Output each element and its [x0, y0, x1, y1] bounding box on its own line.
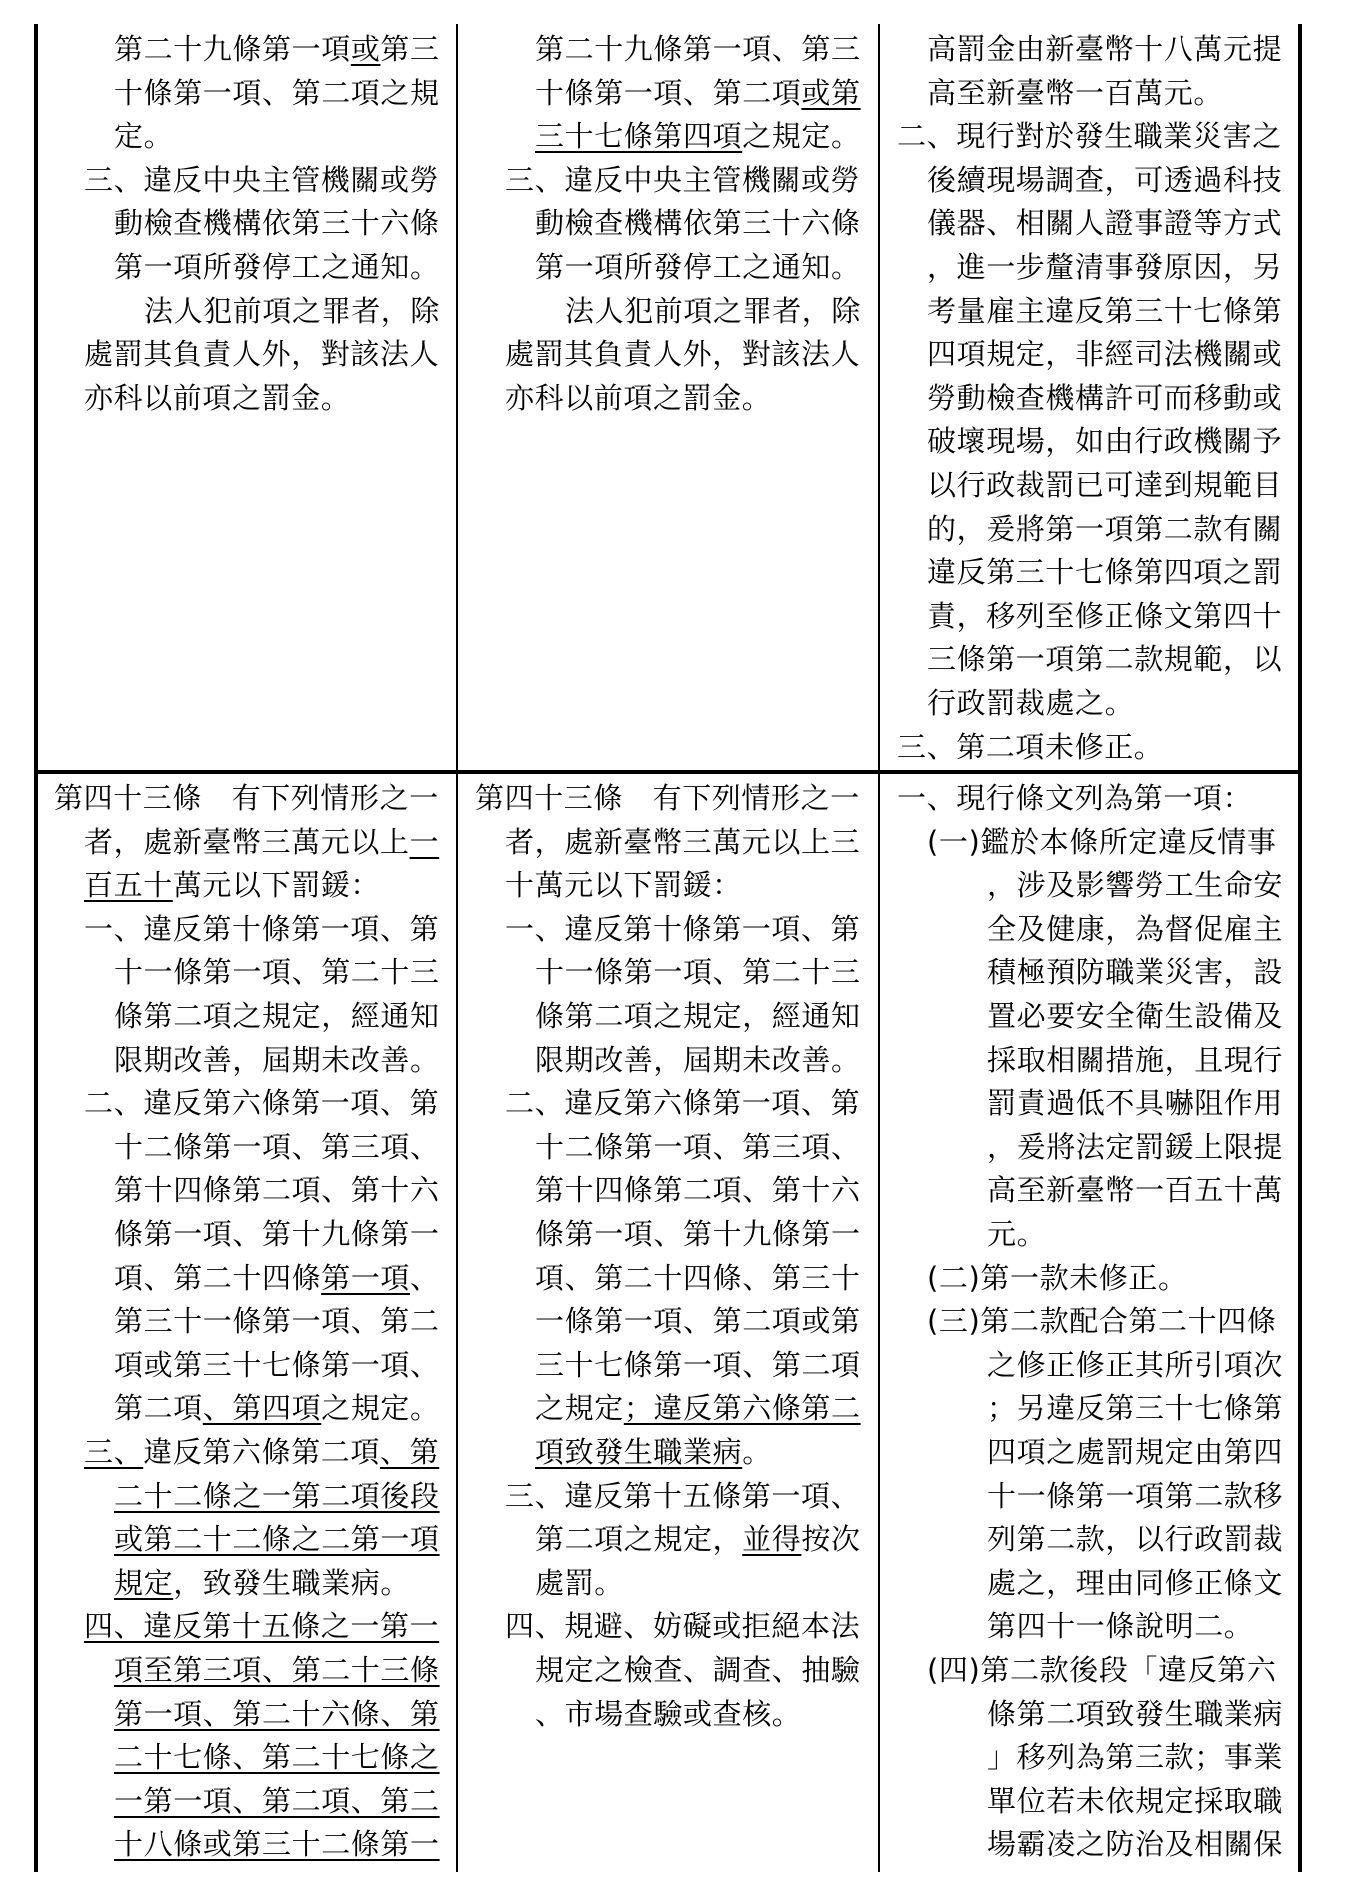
text-segment: 按次	[801, 1522, 861, 1557]
text-line	[457, 1693, 801, 1737]
text-line	[879, 290, 1282, 334]
text-segment: (四)第二款後段「違反第六	[927, 1653, 1277, 1687]
text-line	[36, 951, 440, 995]
text-segment: 處罰其負責人外，對該法人	[505, 337, 861, 372]
text-line	[879, 821, 1276, 865]
text-line	[457, 821, 860, 865]
text-line	[879, 1605, 1253, 1649]
text-segment: 動檢查機構依第三十六條	[535, 206, 861, 241]
text-line	[457, 1213, 861, 1257]
text-line	[36, 908, 439, 952]
text-segment: (一)鑑於本條所定違反情事	[927, 824, 1277, 859]
text-line	[36, 1213, 440, 1257]
amended-underlined-text: 四、違反第十五條之一第一	[84, 1609, 440, 1644]
text-line	[879, 333, 1282, 377]
text-line	[36, 1693, 440, 1737]
text-segment: 列第二款，以行政罰裁	[987, 1522, 1284, 1557]
text-segment: 第三十一條第一項、第二	[114, 1304, 440, 1339]
text-segment: 一、違反第十條第一項、第	[84, 911, 440, 946]
text-line	[457, 28, 861, 72]
text-line	[879, 1039, 1283, 1083]
text-segment: 三、違反第十五條第一項、	[505, 1478, 861, 1513]
text-line	[879, 1387, 1283, 1431]
amended-underlined-text: 三十七條第四項	[535, 119, 743, 154]
text-segment: 場霸凌之防治及相關保	[987, 1827, 1284, 1862]
text-segment: 考量雇主違反第三十七條第	[927, 293, 1283, 328]
text-line	[879, 1169, 1283, 1213]
text-segment: 條第二項之規定，經通知	[535, 999, 861, 1033]
amended-underlined-text: 第一項	[321, 1260, 411, 1295]
text-segment: (三)第二款配合第二十四條	[927, 1304, 1277, 1339]
text-segment: 全及健康，為督促雇主	[987, 911, 1284, 946]
text-segment: 以行政裁罰已可達到規範目	[927, 468, 1283, 502]
text-segment: 第十四條第二項、第十六	[535, 1173, 861, 1208]
text-segment: 」移列為第三款；事業	[987, 1740, 1284, 1775]
text-segment: 亦科以前項之罰金。	[505, 380, 772, 415]
text-segment: 條第一項、第十九條第一	[535, 1217, 861, 1251]
text-line	[36, 1518, 440, 1562]
text-line	[36, 777, 439, 821]
text-segment: 單位若未依規定採取職	[987, 1783, 1284, 1818]
text-segment: (二)第一款未修正。	[927, 1260, 1188, 1295]
amended-underlined-text: 並得	[742, 1522, 802, 1557]
amended-underlined-text: 三、	[84, 1435, 144, 1469]
text-line	[879, 1431, 1283, 1475]
row-divider	[34, 770, 1302, 774]
text-segment: 第二十九條第一項	[114, 32, 351, 66]
text-segment: 定。	[114, 119, 174, 154]
text-line	[457, 1387, 861, 1431]
text-segment: 處罰其負責人外，對該法人	[84, 337, 440, 372]
text-segment: 項、第二十四條、第三十	[535, 1260, 861, 1295]
text-line	[36, 995, 440, 1039]
text-segment: 責，移列至修正條文第四十	[927, 598, 1283, 633]
text-line	[457, 1605, 860, 1649]
text-line	[36, 1257, 440, 1301]
text-line	[457, 864, 742, 908]
text-segment: 者，處新臺幣三萬元以上三	[505, 824, 861, 859]
text-line	[36, 1431, 439, 1475]
text-line	[879, 508, 1282, 552]
text-segment: 三十七條第一項、第二項	[535, 1347, 861, 1382]
text-segment: 第一項所發停工之通知。	[535, 250, 861, 284]
text-segment: 處罰。	[535, 1565, 624, 1600]
text-segment: 之規定。	[742, 119, 861, 154]
amended-underlined-text: 或	[350, 32, 381, 66]
text-line	[36, 1300, 440, 1344]
text-segment: ，致發生職業病。	[173, 1565, 411, 1600]
text-line	[36, 202, 440, 246]
text-segment: 三、違反中央主管機關或勞	[505, 162, 861, 197]
text-segment: 條第二項致發生職業病	[987, 1696, 1284, 1731]
text-line	[36, 1780, 440, 1824]
text-segment: 行政罰裁處之。	[927, 686, 1135, 720]
amended-underlined-text: 百五十	[84, 868, 173, 903]
text-line	[457, 1082, 860, 1126]
text-segment: 四、規避、妨礙或拒絕本法	[505, 1609, 861, 1644]
text-line	[879, 1518, 1283, 1562]
text-segment: 規定之檢查、調查、抽驗	[535, 1653, 861, 1687]
text-line	[457, 1169, 861, 1213]
text-line	[879, 1649, 1276, 1693]
text-line	[36, 246, 440, 290]
amended-underlined-text: 第一項、第二十六條、第	[114, 1696, 440, 1731]
text-line	[36, 1562, 410, 1606]
text-line	[879, 1300, 1276, 1344]
text-segment: ，涉及影響勞工生命安	[987, 868, 1284, 903]
text-segment: 之規定。	[321, 1391, 440, 1426]
text-segment: ；另違反第三十七條第	[987, 1391, 1284, 1426]
text-segment: 破壞現場，如由行政機關予	[927, 424, 1283, 459]
text-segment: 十二條第一項、第三項、	[114, 1129, 440, 1164]
text-line	[36, 1387, 440, 1431]
text-line	[879, 1475, 1283, 1519]
text-line	[879, 595, 1282, 639]
amended-underlined-text: 一第一項、第二項、第二	[114, 1783, 440, 1818]
text-segment: 條第一項、第十九條第一	[114, 1217, 440, 1251]
text-segment: 元。	[987, 1217, 1047, 1251]
text-line	[879, 1344, 1283, 1388]
text-line	[879, 464, 1282, 508]
text-segment: 儀器、相關人證事證等方式	[927, 206, 1283, 241]
text-line	[36, 864, 380, 908]
text-line	[879, 246, 1282, 290]
text-segment: 十一條第一項第二款移	[987, 1478, 1284, 1513]
text-segment: 法人犯前項之罪者，除	[565, 293, 862, 328]
amended-underlined-text: 、第四項	[202, 1391, 322, 1426]
text-line	[457, 777, 860, 821]
text-line	[457, 1126, 861, 1170]
text-segment: 十萬元以下罰鍰：	[505, 868, 742, 903]
text-line	[879, 951, 1283, 995]
text-segment: 十條第一項、第二項	[535, 75, 802, 110]
text-line	[36, 290, 440, 334]
text-segment: 、市場查驗或查核。	[535, 1696, 802, 1731]
text-segment: 項或第三十七條第一項、	[114, 1347, 440, 1382]
text-line	[36, 1736, 440, 1780]
text-segment: 違反第六條第二項	[143, 1435, 381, 1469]
text-line	[879, 908, 1283, 952]
text-line	[879, 1257, 1188, 1301]
text-segment: 十二條第一項、第三項、	[535, 1129, 861, 1164]
text-line	[879, 995, 1283, 1039]
text-line	[36, 115, 173, 159]
text-line	[36, 1082, 439, 1126]
text-segment: 第四十三條 有下列情形之一	[475, 781, 860, 815]
text-line	[879, 1126, 1283, 1170]
text-line	[36, 1344, 440, 1388]
text-segment: 動檢查機構依第三十六條	[114, 206, 440, 241]
text-line	[879, 28, 1282, 72]
text-line	[36, 1126, 440, 1170]
text-line	[457, 1518, 861, 1562]
text-line	[879, 682, 1134, 726]
amended-underlined-text: 項致發生職業病	[535, 1435, 743, 1469]
text-segment: 三、違反中央主管機關或勞	[84, 162, 440, 197]
text-line	[36, 1475, 440, 1519]
text-line	[879, 1780, 1283, 1824]
text-segment: 三條第一項第二款規範，以	[927, 642, 1283, 677]
amended-underlined-text: 或第	[801, 75, 861, 110]
text-line	[879, 638, 1282, 682]
text-segment: 違反第三十七條第四項之罰	[927, 555, 1283, 590]
text-line	[879, 420, 1282, 464]
amended-underlined-text: 規定	[114, 1565, 174, 1600]
text-segment: 三、第二項未修正。	[897, 729, 1164, 764]
text-line	[879, 1213, 1046, 1257]
text-segment: 置必要安全衛生設備及	[987, 999, 1284, 1033]
text-segment: 十一條第一項、第二十三	[114, 955, 440, 990]
amended-underlined-text: 項至第三項、第二十三條	[114, 1653, 440, 1687]
text-segment: 第三	[380, 32, 440, 66]
text-line	[457, 333, 860, 377]
text-line	[457, 908, 860, 952]
text-segment: ，進一步釐清事發原因，另	[927, 250, 1283, 284]
text-line	[457, 1039, 861, 1083]
text-line	[879, 1823, 1283, 1867]
text-segment: 限期改善，屆期未改善。	[114, 1042, 440, 1077]
text-line	[457, 1257, 861, 1301]
text-line	[36, 72, 440, 116]
amended-underlined-text: ；違反第六條第二	[623, 1391, 861, 1426]
text-segment: 項、第二十四條	[114, 1260, 322, 1295]
text-segment: 第二項之規定，	[535, 1522, 743, 1557]
text-line	[879, 115, 1282, 159]
text-line	[457, 377, 771, 421]
text-segment: 之修正修正其所引項次	[987, 1347, 1284, 1382]
text-line	[457, 1300, 861, 1344]
table-border-right	[1298, 24, 1302, 1872]
text-line	[36, 1169, 440, 1213]
text-line	[457, 1475, 860, 1519]
text-segment: 條第二項之規定，經通知	[114, 999, 440, 1033]
text-segment: 第十四條第二項、第十六	[114, 1173, 440, 1208]
text-segment: 限期改善，屆期未改善。	[535, 1042, 861, 1077]
text-segment: 的，爰將第一項第二款有關	[927, 511, 1283, 546]
text-segment: 採取相關措施，且現行	[987, 1042, 1284, 1077]
text-line	[36, 1823, 440, 1867]
text-line	[36, 821, 439, 865]
text-segment: 之規定	[535, 1391, 624, 1426]
text-line	[36, 377, 350, 421]
text-segment: 一、違反第十條第一項、第	[505, 911, 861, 946]
text-line	[36, 1605, 439, 1649]
text-segment: 萬元以下罰鍰：	[172, 868, 381, 903]
text-segment: 第四十一條說明二。	[987, 1609, 1254, 1644]
text-line	[879, 1562, 1283, 1606]
text-line	[879, 777, 1252, 821]
amended-underlined-text: 、第	[380, 1435, 440, 1469]
amended-underlined-text: 十八條或第三十二條第一	[114, 1827, 440, 1862]
text-segment: 二、違反第六條第一項、第	[84, 1086, 440, 1121]
amended-underlined-text: 或第二十二條之二第一項	[114, 1522, 440, 1557]
text-line	[36, 1039, 440, 1083]
text-line	[457, 159, 860, 203]
text-segment: 二、現行對於發生職業災害之	[897, 119, 1282, 154]
text-line	[457, 72, 861, 116]
text-segment: 十條第一項、第二項之規	[114, 75, 440, 110]
text-line	[879, 202, 1282, 246]
text-segment: 第二十九條第一項、第三	[535, 32, 861, 66]
text-segment: 第四十三條 有下列情形之一	[54, 781, 439, 815]
text-line	[879, 864, 1283, 908]
text-segment: 勞動檢查機構許可而移動或	[927, 380, 1283, 415]
text-line	[457, 1649, 861, 1693]
text-segment: 四項之處罰規定由第四	[987, 1435, 1284, 1469]
text-line	[457, 951, 861, 995]
text-line	[879, 159, 1282, 203]
text-line	[879, 377, 1282, 421]
text-segment: 後續現場調查，可透過科技	[927, 162, 1283, 197]
text-line	[879, 1736, 1283, 1780]
text-line	[457, 1431, 772, 1475]
text-line	[457, 115, 861, 159]
text-segment: 處之，理由同修正條文	[987, 1565, 1284, 1600]
text-line	[457, 995, 861, 1039]
text-segment: 。	[742, 1435, 772, 1469]
text-segment: 高罰金由新臺幣十八萬元提	[927, 32, 1283, 66]
text-line	[879, 551, 1282, 595]
text-line	[36, 28, 440, 72]
text-line	[36, 159, 439, 203]
text-segment: 第一項所發停工之通知。	[114, 250, 440, 284]
text-segment: 十一條第一項、第二十三	[535, 955, 861, 990]
text-segment: 高至新臺幣一百萬元。	[927, 75, 1224, 110]
text-segment: ，爰將法定罰鍰上限提	[987, 1129, 1284, 1164]
text-segment: 高至新臺幣一百五十萬	[987, 1173, 1284, 1208]
text-segment: 一、現行條文列為第一項：	[897, 781, 1253, 815]
text-line	[457, 290, 861, 334]
text-segment: 法人犯前項之罪者，除	[144, 293, 441, 328]
text-line	[879, 1693, 1283, 1737]
text-segment: 一條第一項、第二項或第	[535, 1304, 861, 1339]
text-line	[879, 1082, 1283, 1126]
text-line	[457, 1344, 861, 1388]
text-segment: 亦科以前項之罰金。	[84, 380, 351, 415]
amended-underlined-text: 一	[409, 824, 440, 859]
text-segment: 罰責過低不具嚇阻作用	[987, 1086, 1284, 1121]
text-segment: 者，處新臺幣三萬元以上	[84, 824, 410, 859]
text-segment: 、	[410, 1260, 440, 1295]
text-line	[879, 72, 1223, 116]
text-line	[457, 246, 861, 290]
text-line	[36, 1649, 440, 1693]
text-line	[457, 202, 861, 246]
amended-underlined-text: 二十七條、第二十七條之	[114, 1740, 440, 1775]
text-segment: 二、違反第六條第一項、第	[505, 1086, 861, 1121]
amended-underlined-text: 二十二條之一第二項後段	[114, 1478, 440, 1513]
text-line	[457, 1562, 624, 1606]
text-segment: 第二項	[114, 1391, 203, 1426]
text-segment: 四項規定，非經司法機關或	[927, 337, 1283, 372]
text-line	[879, 726, 1163, 770]
text-segment: 積極預防職業災害，設	[987, 955, 1284, 990]
text-line	[36, 333, 439, 377]
